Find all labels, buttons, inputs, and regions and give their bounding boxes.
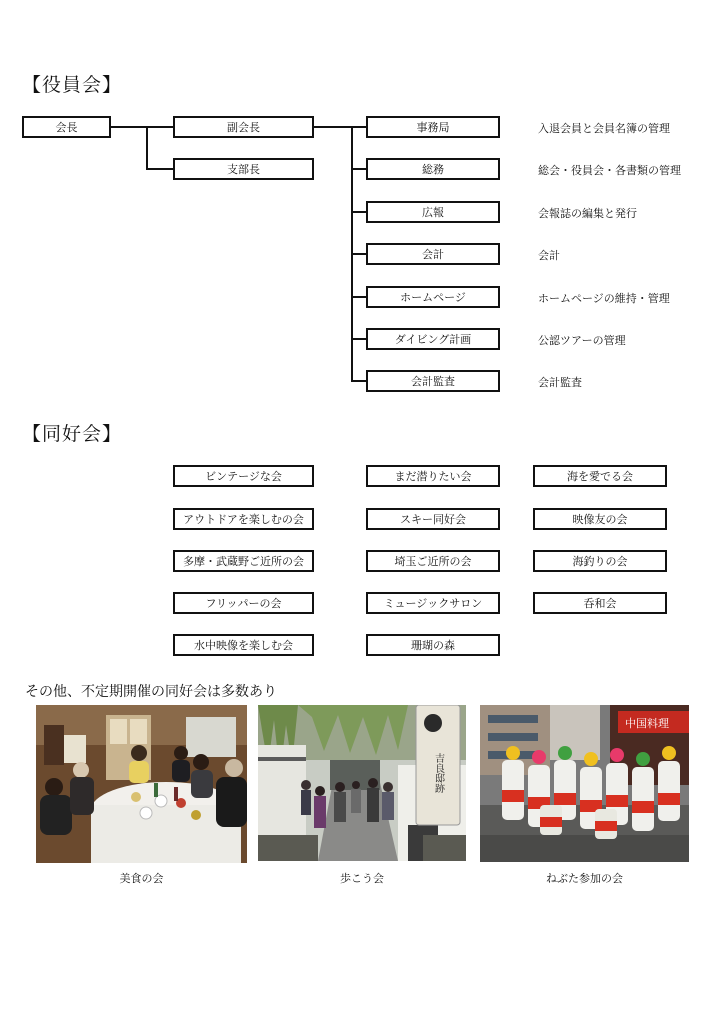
club-box: 映像友の会: [533, 508, 667, 530]
club-box: スキー同好会: [366, 508, 500, 530]
sign-kira-tei: 吉良邸跡: [432, 753, 444, 793]
club-box: 呑和会: [533, 592, 667, 614]
role-box-pr: 広報: [366, 201, 500, 223]
vice-chair-box: 副会長: [173, 116, 314, 138]
club-box: ビンテージな会: [173, 465, 314, 487]
club-box: 海釣りの会: [533, 550, 667, 572]
role-box-accounting: 会計: [366, 243, 500, 265]
club-box: 埼玉ご近所の会: [366, 550, 500, 572]
connector-chair-vice: [110, 126, 174, 128]
role-desc-secretariat: 入退会員と会員名簿の管理: [538, 122, 670, 135]
photo-nebuta-club: [480, 705, 689, 862]
photo-caption-gourmet-club: 美食の会: [119, 872, 164, 885]
connector-role-7: [351, 380, 367, 382]
photo-caption-walking-club: 歩こう会: [340, 872, 384, 885]
role-desc-dive-planning: 公認ツアーの管理: [538, 334, 626, 347]
club-box: 多摩・武蔵野ご近所の会: [173, 550, 314, 572]
role-box-audit: 会計監査: [366, 370, 500, 392]
connector-vice-roles: [313, 126, 367, 128]
other-clubs-note: その他、不定期開催の同好会は多数あり: [25, 684, 277, 700]
club-box: 海を愛でる会: [533, 465, 667, 487]
club-box: 水中映像を楽しむ会: [173, 634, 314, 656]
photo-caption-nebuta-club: ねぶた参加の会: [546, 872, 623, 885]
connector-role-4: [351, 253, 367, 255]
sign-chinese-restaurant: 中国料理: [625, 717, 669, 730]
club-box: フリッパーの会: [173, 592, 314, 614]
role-box-dive-planning: ダイビング計画: [366, 328, 500, 350]
connector-role-5: [351, 296, 367, 298]
connector-chair-branch-vertical: [146, 126, 148, 170]
connector-role-2: [351, 168, 367, 170]
connector-role-3: [351, 211, 367, 213]
officers-heading: 【役員会】: [22, 74, 123, 96]
connector-role-6: [351, 338, 367, 340]
branch-head-box: 支部長: [173, 158, 314, 180]
role-desc-general-affairs: 総会・役員会・各書類の管理: [538, 164, 681, 177]
club-box: アウトドアを楽しむの会: [173, 508, 314, 530]
photo-gourmet-club: [36, 705, 247, 863]
role-box-general-affairs: 総務: [366, 158, 500, 180]
clubs-heading: 【同好会】: [22, 423, 123, 445]
club-box: まだ潜りたい会: [366, 465, 500, 487]
role-box-homepage: ホームページ: [366, 286, 500, 308]
club-box: 珊瑚の森: [366, 634, 500, 656]
role-desc-audit: 会計監査: [538, 376, 582, 389]
role-box-secretariat: 事務局: [366, 116, 500, 138]
role-desc-accounting: 会計: [538, 249, 560, 262]
photo-walking-club: [258, 705, 466, 861]
club-box: ミュージックサロン: [366, 592, 500, 614]
chair-box: 会長: [22, 116, 111, 138]
role-desc-homepage: ホームページの維持・管理: [538, 292, 670, 305]
connector-branch: [146, 168, 174, 170]
role-desc-pr: 会報誌の編集と発行: [538, 207, 637, 220]
